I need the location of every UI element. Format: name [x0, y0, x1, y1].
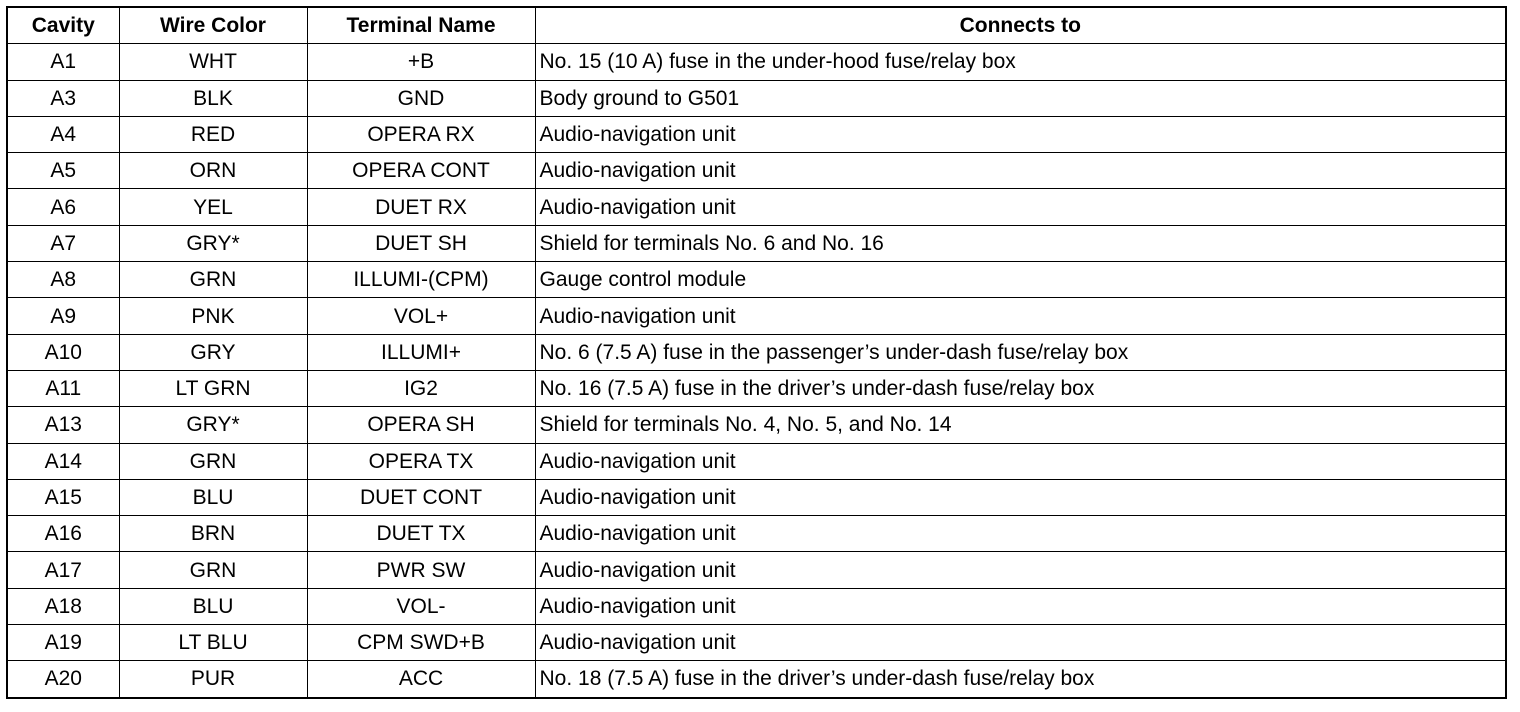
cell-terminal-name: ACC [307, 661, 535, 698]
cell-wire-color: PUR [119, 661, 307, 698]
cell-connects-to: Audio-navigation unit [535, 588, 1506, 624]
cell-wire-color: LT GRN [119, 370, 307, 406]
table-body [7, 44, 1506, 698]
cell-connects-to: No. 16 (7.5 A) fuse in the driver’s under-dash fuse/relay box [535, 370, 1506, 406]
table-row [7, 516, 1506, 552]
cell-terminal-name: ILLUMI-(CPM) [307, 262, 535, 298]
cell-connects-to: Audio-navigation unit [535, 552, 1506, 588]
cell-cavity: A16 [7, 516, 119, 552]
header-terminal-name: Terminal Name [307, 7, 535, 44]
cell-wire-color: GRN [119, 552, 307, 588]
cell-terminal-name: OPERA SH [307, 407, 535, 443]
cell-terminal-name: PWR SW [307, 552, 535, 588]
cell-cavity: A10 [7, 334, 119, 370]
cell-terminal-name: OPERA TX [307, 443, 535, 479]
cell-cavity: A3 [7, 80, 119, 116]
cell-terminal-name: +B [307, 44, 535, 80]
cell-cavity: A9 [7, 298, 119, 334]
cell-wire-color: PNK [119, 298, 307, 334]
cell-connects-to: Audio-navigation unit [535, 625, 1506, 661]
table-header-row [7, 7, 1506, 44]
header-cavity: Cavity [7, 7, 119, 44]
cell-cavity: A1 [7, 44, 119, 80]
table-row [7, 370, 1506, 406]
cell-wire-color: LT BLU [119, 625, 307, 661]
cell-terminal-name: OPERA CONT [307, 153, 535, 189]
cell-wire-color: GRN [119, 262, 307, 298]
connector-pinout-table [6, 6, 1507, 699]
cell-cavity: A13 [7, 407, 119, 443]
cell-cavity: A4 [7, 116, 119, 152]
table-row [7, 443, 1506, 479]
table-row [7, 588, 1506, 624]
cell-terminal-name: IG2 [307, 370, 535, 406]
cell-terminal-name: ILLUMI+ [307, 334, 535, 370]
cell-cavity: A5 [7, 153, 119, 189]
cell-wire-color: BLK [119, 80, 307, 116]
cell-connects-to: Audio-navigation unit [535, 189, 1506, 225]
cell-wire-color: GRY [119, 334, 307, 370]
cell-terminal-name: VOL- [307, 588, 535, 624]
cell-terminal-name: OPERA RX [307, 116, 535, 152]
cell-connects-to: Body ground to G501 [535, 80, 1506, 116]
cell-connects-to: Audio-navigation unit [535, 443, 1506, 479]
cell-connects-to: Shield for terminals No. 6 and No. 16 [535, 225, 1506, 261]
cell-wire-color: RED [119, 116, 307, 152]
cell-cavity: A6 [7, 189, 119, 225]
cell-wire-color: GRN [119, 443, 307, 479]
cell-terminal-name: DUET CONT [307, 479, 535, 515]
cell-cavity: A17 [7, 552, 119, 588]
cell-connects-to: No. 6 (7.5 A) fuse in the passenger’s under-dash fuse/relay box [535, 334, 1506, 370]
cell-wire-color: BLU [119, 479, 307, 515]
header-wire-color: Wire Color [119, 7, 307, 44]
cell-wire-color: BLU [119, 588, 307, 624]
cell-connects-to: No. 18 (7.5 A) fuse in the driver’s under-dash fuse/relay box [535, 661, 1506, 698]
cell-connects-to: Audio-navigation unit [535, 298, 1506, 334]
table-row [7, 262, 1506, 298]
cell-wire-color: BRN [119, 516, 307, 552]
cell-terminal-name: DUET TX [307, 516, 535, 552]
cell-wire-color: WHT [119, 44, 307, 80]
table-row [7, 479, 1506, 515]
cell-wire-color: GRY* [119, 407, 307, 443]
table-row [7, 625, 1506, 661]
cell-connects-to: Audio-navigation unit [535, 153, 1506, 189]
table-row [7, 225, 1506, 261]
cell-cavity: A18 [7, 588, 119, 624]
table-row [7, 334, 1506, 370]
cell-connects-to: Audio-navigation unit [535, 116, 1506, 152]
cell-cavity: A11 [7, 370, 119, 406]
table-row [7, 552, 1506, 588]
cell-wire-color: YEL [119, 189, 307, 225]
cell-wire-color: GRY* [119, 225, 307, 261]
cell-cavity: A14 [7, 443, 119, 479]
cell-cavity: A7 [7, 225, 119, 261]
cell-cavity: A15 [7, 479, 119, 515]
cell-wire-color: ORN [119, 153, 307, 189]
table-row [7, 153, 1506, 189]
cell-terminal-name: GND [307, 80, 535, 116]
cell-terminal-name: DUET SH [307, 225, 535, 261]
cell-terminal-name: CPM SWD+B [307, 625, 535, 661]
cell-cavity: A19 [7, 625, 119, 661]
cell-connects-to: Shield for terminals No. 4, No. 5, and No. 14 [535, 407, 1506, 443]
cell-cavity: A8 [7, 262, 119, 298]
table-row [7, 661, 1506, 698]
table-row [7, 407, 1506, 443]
table-row [7, 80, 1506, 116]
table-row [7, 116, 1506, 152]
cell-connects-to: No. 15 (10 A) fuse in the under-hood fuse/relay box [535, 44, 1506, 80]
header-connects-to: Connects to [535, 7, 1506, 44]
cell-connects-to: Audio-navigation unit [535, 516, 1506, 552]
cell-connects-to: Audio-navigation unit [535, 479, 1506, 515]
table-row [7, 298, 1506, 334]
cell-terminal-name: VOL+ [307, 298, 535, 334]
table-row [7, 189, 1506, 225]
cell-terminal-name: DUET RX [307, 189, 535, 225]
cell-connects-to: Gauge control module [535, 262, 1506, 298]
cell-cavity: A20 [7, 661, 119, 698]
table-row [7, 44, 1506, 80]
